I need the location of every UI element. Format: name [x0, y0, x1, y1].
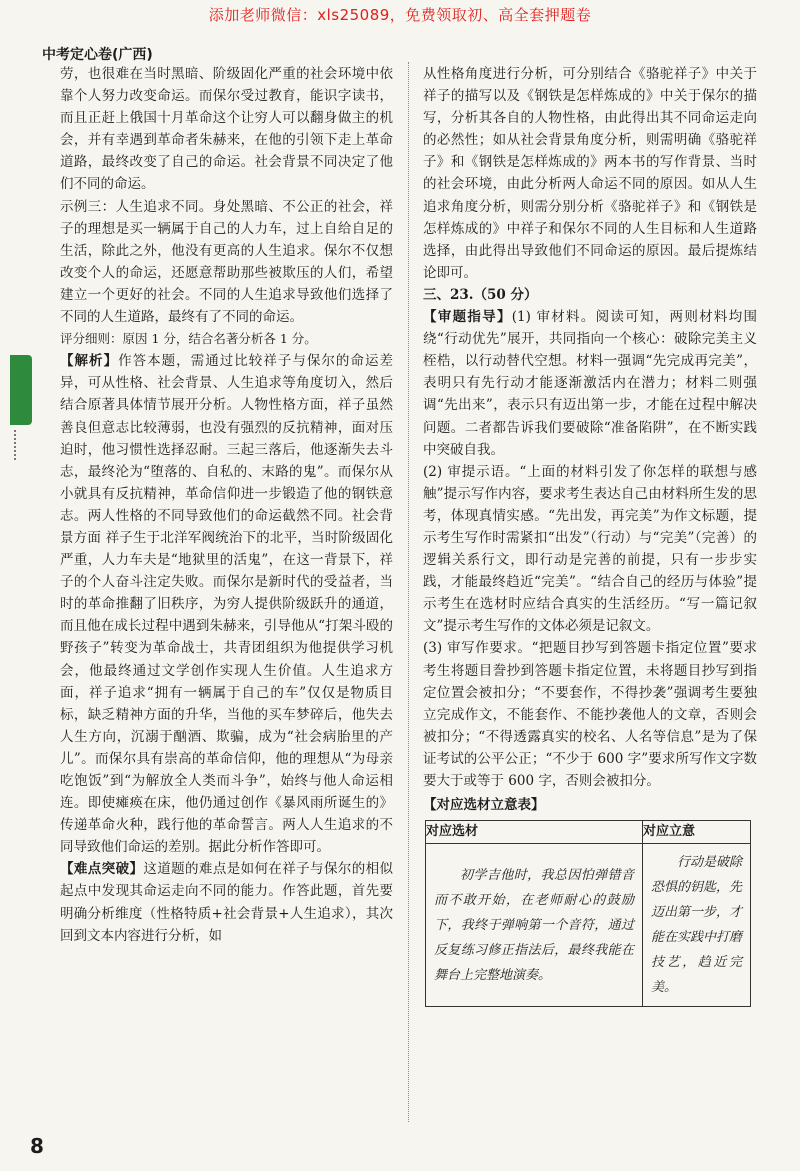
left-column: [60, 63, 393, 947]
difficulty-text: 这道题的难点是如何在祥子与保尔的相似起点中发现其命运走向不同的能力。作答此题，首先要明确分析维度（性格特质+社会背景+人生追求），其次回到文本内容进行分析，如: [60, 861, 394, 944]
material-theme-table: [425, 820, 751, 1007]
paragraph-analysis: [60, 350, 393, 858]
table-header-theme: 对应立意: [643, 821, 751, 844]
table-title: 【对应选材立意表】: [423, 797, 545, 814]
difficulty-tag: 【难点突破】: [60, 861, 144, 878]
right-column: [423, 63, 757, 1007]
section-side-tab: [10, 355, 32, 425]
table-cell-theme: 行动是破除恐惧的钥匙，先迈出第一步，才能在实践中打磨技艺，趋近完美。: [643, 844, 751, 1007]
side-decoration: [14, 430, 30, 460]
question-title: 三、23.（50 分）: [423, 286, 538, 303]
paragraph-social-background: 劳，也很难在当时黑暗、阶级固化严重的社会环境中依靠个人努力改变命运。而保尔受过教育，能识字读书，而且正赶上俄国十月革命这个让穷人可以翻身做主的机会，并有幸遇到革命者朱赫来，在他的引领下走上革命道路，最终改变了自己的命运。社会背景不同决定了他们不同的命运。: [60, 66, 393, 193]
paragraph-difficulty-continued: 从性格角度进行分析，可分别结合《骆驼祥子》中关于祥子的描写以及《钢铁是怎样炼成的》中关于保尔的描写，分析其各自的人物性格，由此得出其不同命运走向的必然性；如从社会背景角度分析，则需明确《骆驼祥子》和《钢铁是怎样炼成的》两本书的写作背景、当时的社会环境，由此分析两人命运不同的原因。如从人生追求角度分析，则需分别分析《骆驼祥子》和《钢铁是怎样炼成的》中祥子和保尔不同的人生目标和人生道路选择，由此得出导致他们不同命运的原因。最后提炼结论即可。: [423, 66, 757, 281]
promo-banner: 添加老师微信：xls25089，免费领取初、高全套押题卷: [208, 6, 592, 24]
analysis-text: 作答本题，需通过比较祥子与保尔的命运差异，可从性格、社会背景、人生追求等角度切入，然后结合原著具体情节展开分析。人物性格方面，祥子虽然善良但意志比较薄弱，也没有强烈的反抗精神，面对压迫时，他习惯性选择忍耐。三起三落后，他逐渐失去斗志，最终沦为“堕落的、自私的、末路的鬼”。而保尔从小就具有反抗精神，革命信仰进一步锻造了他的钢铁意志。两人性格的不同导致他们的命运截然不同。社会背景方面 祥子生于北洋军阀统治下的北平，当时阶级固化严重，人力车夫是“地狱里的活鬼”，在这一背景下，祥子的个人奋斗注定失败。而保尔是新时代的受益者，当时的革命推翻了旧秩序，为穷人提供阶级跃升的通道，而且他在成长过程中遇到朱赫来，引导他从“打架斗殴的野孩子”转变为革命战士，共青团组织为他提供学习机会，他最终通过文学创作实现人生价值。人生追求方面，祥子追求“拥有一辆属于自己的车”仅仅是物质目标，缺乏精神方面的升华，当他的买车梦碎后，他失去人生方向，沉溺于酗酒、欺骗，成为“社会病胎里的产儿”。而保尔具有崇高的革命信仰，他的理想从“为母亲吃饱饭”到“为解放全人类而斗争”，始终与他人命运相连。即使瘫痪在床，他仍通过创作《暴风雨所诞生的》传递革命火种，践行他的革命誓言。两人人生追求的不同导致他们命运的差别。据此分析作答即可。: [60, 353, 394, 856]
analysis-tag: 【解析】: [60, 353, 119, 370]
table-header-row: [426, 821, 751, 844]
guidance-text: (1) 审材料。阅读可知，两则材料均围绕“行动优先”展开，共同指向一个核心：破除完美主义桎梏，以行动替代空想。材料一强调“先完成再完美”，表明只有先行动才能逐渐激活内在潜力；材料二则强调“先出来”，表示只有迈出第一步，才能在过程中解决问题。二者都告诉我们要破除“准备陷阱”，在不断实践中突破自我。: [423, 309, 758, 458]
paragraph-guidance-requirements: (3) 审写作要求。“把题目抄写到答题卡指定位置”要求考生将题目誊抄到答题卡指定位置，未将题目抄写到指定位置会被扣分；“不要套作，不得抄袭”强调考生要独立完成作文，不能套作、不能抄袭他人的文章，否则会被扣分；“不得透露真实的校名、人名等信息”是为了保证考试的公平公正；“不少于 600 字”要求所写作文字数要大于或等于 600 字，否则会被扣分。: [423, 640, 757, 789]
guidance-tag: 【审题指导】: [423, 309, 512, 326]
column-divider: [408, 62, 409, 1122]
table-row: [426, 844, 751, 1007]
book-header: 中考定心卷(广西): [42, 47, 153, 63]
paragraph-example-three: 示例三：人生追求不同。身处黑暗、不公正的社会，祥子的理想是买一辆属于自己的人力车，过上自给自足的生活，除此之外，他没有更高的人生追求。保尔不仅想改变个人的命运，还愿意帮助那些被欺压的人们，希望建立一个更好的社会。不同的人生追求导致他们选择了不同的人生道路，最终有了不同的命运。: [60, 198, 393, 326]
paragraph-guidance-material: [423, 306, 757, 461]
page-number: 8: [30, 1134, 44, 1158]
paragraph-difficulty: [60, 858, 393, 946]
paragraph-guidance-prompt: (2) 审提示语。“上面的材料引发了你怎样的联想与感触”提示写作内容，要求考生表达自己由材料所生发的思考，体现真情实感。“先出发，再完美”为作文标题，提示考生写作时需紧扣“出发”（行动）与“完美”（完善）的逻辑关系行文，即行动是完善的前提，只有一步步实践，才能最终趋近“完美”。“结合自己的经历与体验”提示考生在选材时应结合真实的生活经历。“写一篇记叙文”提示考生写作的文体必须是记叙文。: [423, 463, 757, 635]
scoring-rule: 评分细则：原因 1 分，结合名著分析各 1 分。: [60, 331, 317, 347]
table-header-material: 对应选材: [426, 821, 643, 844]
table-cell-material: 初学吉他时，我总因怕弹错音而不敢开始，在老师耐心的鼓励下，我终于弹响第一个音符，通过反复练习修正指法后，最终我能在舞台上完整地演奏。: [426, 844, 643, 1007]
